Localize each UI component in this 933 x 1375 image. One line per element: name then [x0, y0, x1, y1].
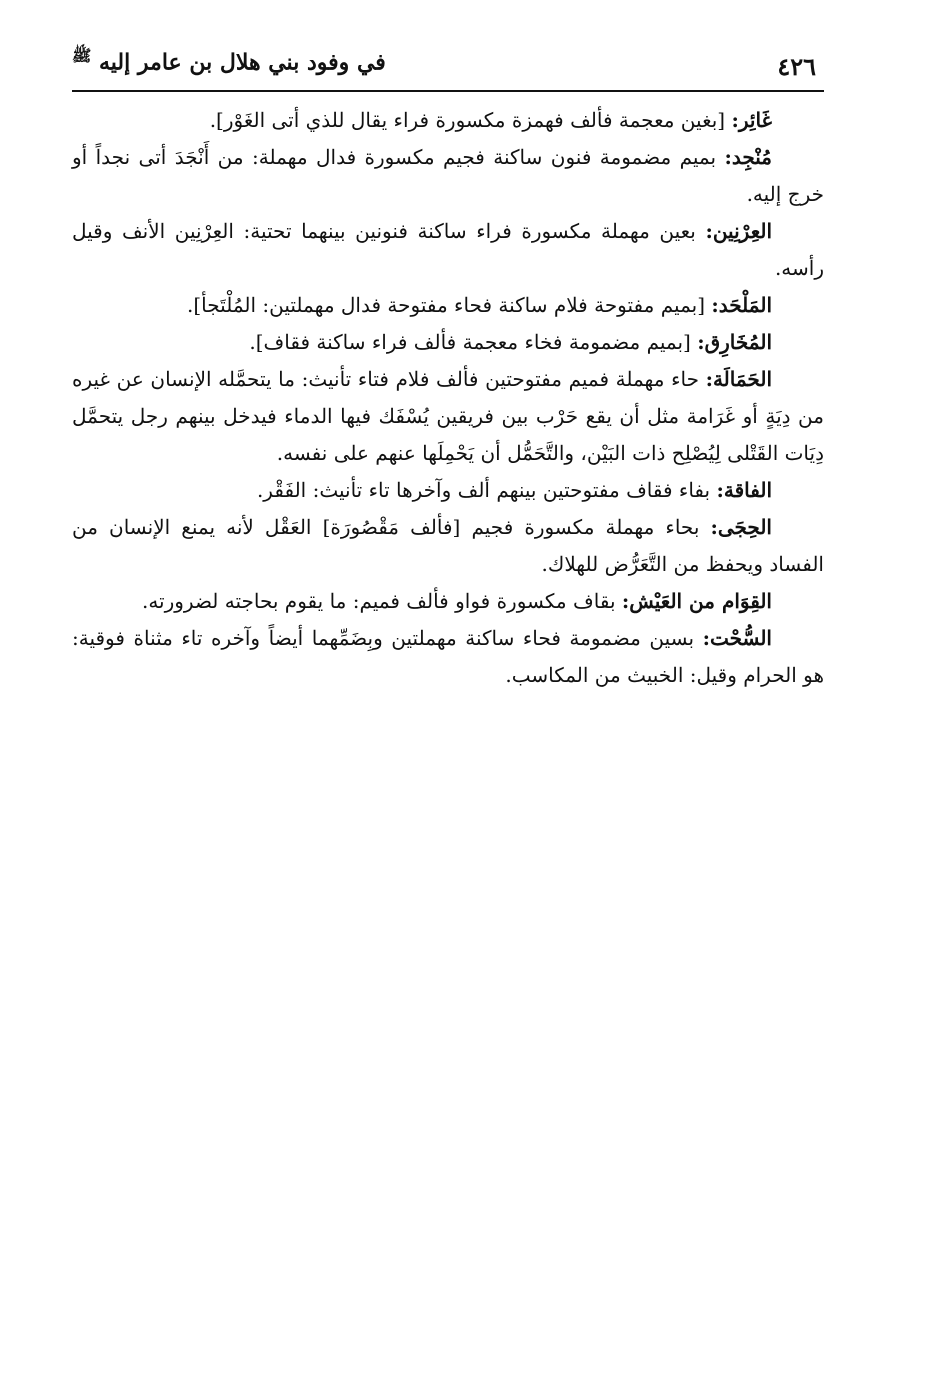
- entry-term: غَائِر:: [731, 108, 772, 132]
- glossary-entry: [72, 102, 824, 139]
- glossary-entry: [72, 620, 824, 694]
- entry-term: الفاقة:: [716, 478, 772, 502]
- salutation-glyph: ﷺ: [72, 46, 92, 65]
- entry-definition: بحاء مهملة مكسورة فجيم [فألف مَقْصُورَة] العَقْل لأنه يمنع الإنسان من الفساد ويحفظ من التَّعَرُّض للهلاك.: [72, 515, 824, 576]
- entry-definition: بفاء فقاف مفتوحتين بينهم ألف وآخرها تاء تأنيث: الفَقْر.: [256, 478, 717, 502]
- entry-definition: [بميم مضمومة فخاء معجمة فألف فراء ساكنة فقاف].: [249, 330, 698, 354]
- running-title-text: في وفود بني هلال بن عامر إليه: [99, 49, 386, 76]
- entry-definition: بميم مضمومة فنون ساكنة فجيم مكسورة فدال مهملة: من أَنْجَدَ أتى نجداً أو خرج إليه.: [72, 145, 824, 206]
- glossary-entry: [72, 361, 824, 472]
- entry-term: المَلْحَد:: [711, 293, 772, 317]
- glossary-entry: [72, 472, 824, 509]
- entry-definition: بقاف مكسورة فواو فألف فميم: ما يقوم بحاجته لضرورته.: [141, 589, 622, 613]
- page-body: [72, 38, 824, 694]
- glossary-entry: [72, 583, 824, 620]
- entry-term: العِرْنِين:: [705, 219, 772, 243]
- glossary-entry: [72, 287, 824, 324]
- entry-term: مُنْجِد:: [724, 145, 772, 169]
- glossary-entry: [72, 139, 824, 213]
- entry-term: الحِجَى:: [710, 515, 772, 539]
- entry-term: السُّحْت:: [702, 626, 772, 650]
- entry-term: المُخَارِق:: [697, 330, 772, 354]
- entry-definition: بعين مهملة مكسورة فراء ساكنة فنونين بينهما تحتية: العِرْنِين الأنف وقيل رأسه.: [72, 219, 824, 280]
- entry-term: القِوَام من العَيْش:: [621, 589, 772, 613]
- entry-term: الحَمَالَة:: [705, 367, 772, 391]
- page-header: [72, 38, 824, 92]
- glossary-entries: [72, 102, 824, 694]
- entry-definition: [بغين معجمة فألف فهمزة مكسورة فراء يقال للذي أتى الغَوْر].: [209, 108, 732, 132]
- page-number: ٤٢٦: [777, 52, 816, 81]
- glossary-entry: [72, 213, 824, 287]
- glossary-entry: [72, 324, 824, 361]
- glossary-entry: [72, 509, 824, 583]
- entry-definition: حاء مهملة فميم مفتوحتين فألف فلام فتاء تأنيث: ما يتحمَّله الإنسان عن غيره من دِيَةٍ أو غَرَامة مثل أن يقع حَرْب بين فريقين يُسْفَك فيها الدماء فيدخل بينهم رجل يتحمَّل دِيَات القَتْلى لِيُصْلِح ذات البَيْن، والتَّحَمُّل أن يَحْمِلَها عنهم على نفسه.: [72, 367, 824, 465]
- running-title: [72, 46, 386, 75]
- entry-definition: بسين مضمومة فحاء ساكنة مهملتين وبِضَمِّهما أيضاً وآخره تاء مثناة فوقية: هو الحرام وقيل: الخبيث من المكاسب.: [72, 626, 824, 687]
- entry-definition: [بميم مفتوحة فلام ساكنة فحاء مفتوحة فدال مهملتين: المُلْتَجأ].: [187, 293, 712, 317]
